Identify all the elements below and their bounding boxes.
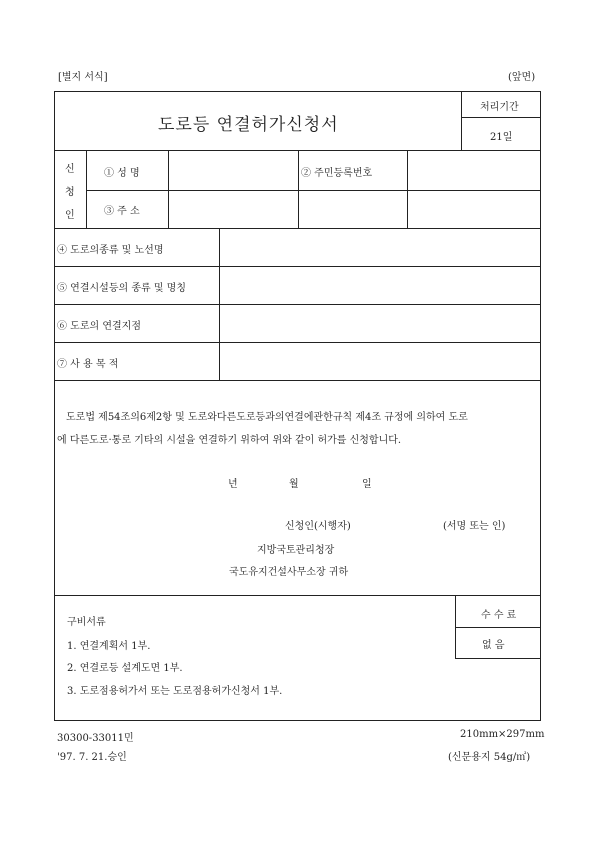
rule [86,190,541,191]
rule [54,342,541,343]
processing-period-value: 21일 [490,132,513,143]
form-code: 30300-33011민 [57,733,134,744]
processing-period-label: 처리기간 [480,102,519,113]
rrn-field[interactable] [409,152,539,188]
rule [54,595,541,596]
required-doc-item: 2. 연결로등 설계도면 1부. [67,663,183,674]
applicant-label-2: 청 [65,187,75,198]
page-side: (앞면) [508,72,536,83]
road-type-label: ④ 도로의종류 및 노선명 [57,245,164,256]
rule [168,150,169,228]
name-field[interactable] [170,152,296,188]
rule [54,266,541,267]
form-tag: [별지 서식] [58,72,108,83]
facility-type-field[interactable] [221,268,539,302]
facility-type-label: ⑤ 연결시설등의 종류 및 명칭 [57,283,186,294]
required-doc-item: 3. 도로점용허가서 또는 도로점용허가신청서 1부. [67,686,283,697]
rule [54,150,461,151]
connection-point-field[interactable] [221,306,539,340]
rrn-label: ② 주민등록번호 [301,168,373,179]
name-label: ① 성 명 [104,168,140,179]
date-year: 년 [228,479,238,490]
rule [86,150,87,228]
fee-value: 없 음 [482,640,505,651]
rule [455,627,541,628]
address-field[interactable] [170,192,539,226]
address-label: ③ 주 소 [104,206,140,217]
required-doc-item: 1. 연결계획서 1부. [67,641,151,652]
fee-label: 수 수 료 [481,610,517,621]
date-day: 일 [362,479,372,490]
rule [54,304,541,305]
signature-note: (서명 또는 인) [443,521,506,532]
rule [461,150,541,151]
rule [54,228,541,229]
recipient-1: 지방국토관리청장 [257,545,335,556]
applicant-label-1: 신 [65,164,75,175]
rule [455,658,541,659]
statement-line-1: 도로법 제54조의6제2항 및 도로와다른도로등과의연결에관한규칙 제4조 규정에 의하여 도로 [66,412,468,423]
form-title: 도로등 연결허가신청서 [158,115,339,135]
rule [461,117,541,118]
rule [461,91,462,150]
recipient-2: 국도유지건설사무소장 귀하 [229,567,349,578]
approval-date: '97. 7. 21.승인 [57,752,127,763]
rule [219,228,220,380]
connection-point-label: ⑥ 도로의 연결지점 [57,321,141,332]
road-type-field[interactable] [221,230,539,264]
applicant-label-3: 인 [65,210,75,221]
applicant-signature-label: 신청인(시행자) [285,521,351,532]
purpose-field[interactable] [221,344,539,378]
paper-size: 210mm×297mm [460,729,545,740]
purpose-label: ⑦ 사 용 목 적 [57,359,119,370]
date-month: 월 [289,479,299,490]
rule [54,380,541,381]
paper-type: (신문용지 54g/㎡) [448,752,531,763]
required-docs-title: 구비서류 [67,617,106,628]
statement-line-2: 에 다른도로·통로 기타의 시설을 연결하기 위하여 위와 같이 허가를 신청합니다. [57,435,402,446]
rule [455,595,456,658]
